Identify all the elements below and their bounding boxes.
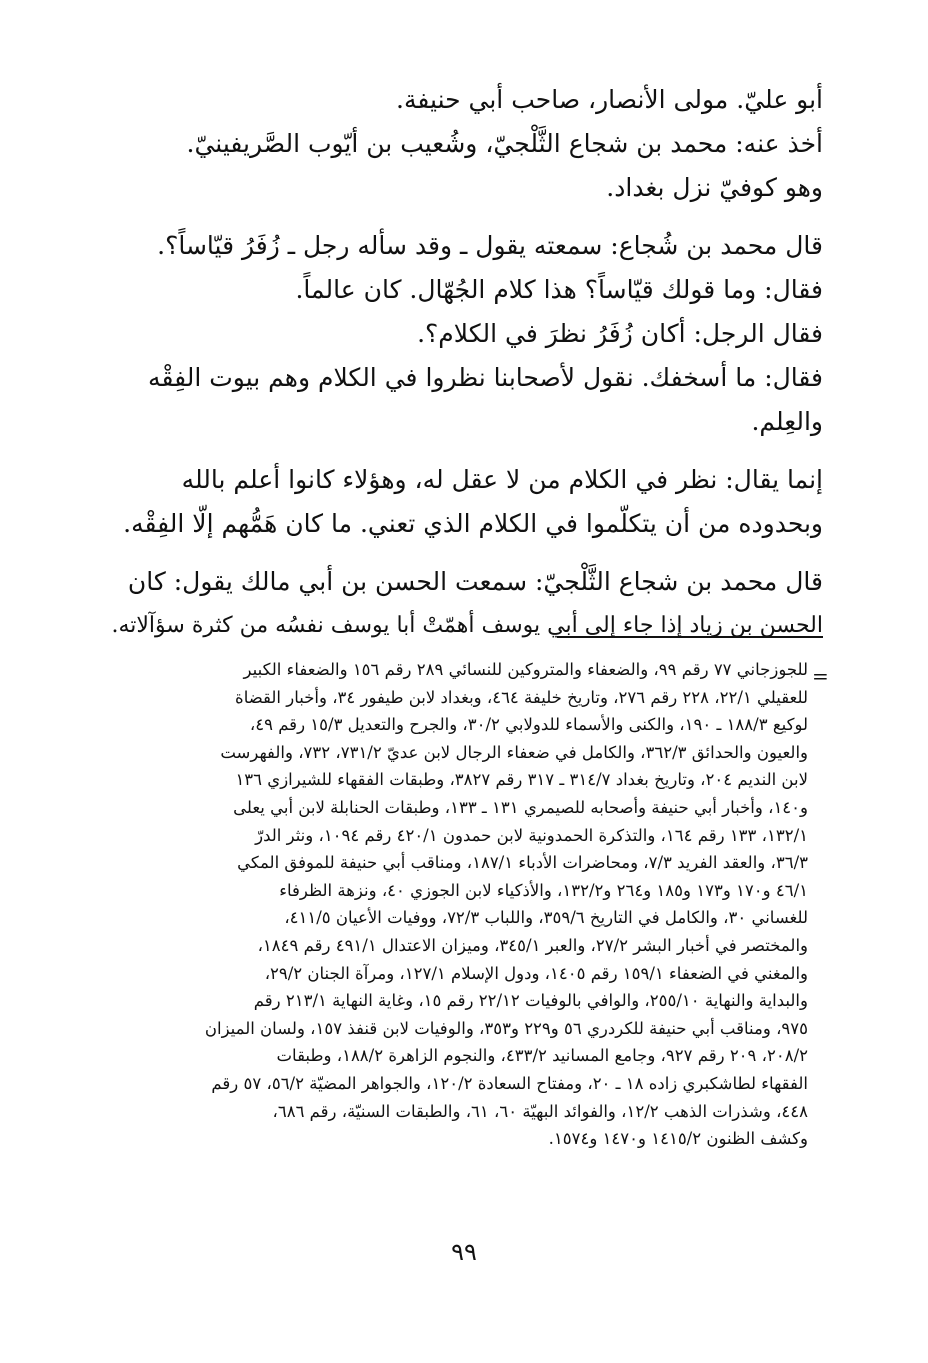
text-line: فقال: وما قولك قيّاساً؟ هذا كلام الجُهّال. كان عالماً. — [295, 275, 823, 304]
paragraph-dialogue — [103, 224, 823, 444]
footnote-line: ٢٠٨/٢، ٢٠٩ رقم ٩٢٧، وجامع المسانيد ٤٣٣/٢، والنجوم الزاهرة ١٨٨/٢، وطبقات — [276, 1046, 808, 1066]
footnote-line: والبداية والنهاية ٢٥٥/١٠، والوافي بالوفيات ٢٢/١٢ رقم ١٥، وغاية النهاية ٢١٣/١ رقم — [253, 991, 808, 1011]
text-line: وبحدوده من أن يتكلّموا في الكلام الذي تعني. ما كان هَمُّهم إلّا الفِقْه. — [123, 509, 823, 538]
footnote-line: لابن النديم ٢٠٤، وتاريخ بغداد ٣١٤/٧ ـ ٣١٧ رقم ٣٨٢٧، وطبقات الفقهاء للشيرازي ١٣٦ — [235, 770, 808, 790]
footnote-line: ٤٤٨، وشذرات الذهب ١٢/٢، والفوائد البهيّة ٦٠، ٦١، والطبقات السنيّة، رقم ٦٨٦، — [272, 1101, 808, 1121]
paragraph-hasan — [103, 560, 823, 648]
footnote-line: والمغني في الضعفاء ١٥٩/١ رقم ١٤٠٥، ودول الإسلام ١٢٧/١، ومرآة الجنان ٢٩/٢، — [264, 963, 808, 983]
text-line: فقال الرجل: أكان زُفَرُ نظرَ في الكلام؟. — [417, 319, 823, 348]
main-text — [103, 78, 823, 662]
text-line: قال محمد بن شُجاع: سمعته يقول ـ وقد سأله رجل ـ زُفَرُ قيّاساً؟. — [157, 231, 823, 260]
text-line: إنما يقال: نظر في الكلام من لا عقل له، وهؤلاء كانوا أعلم بالله — [181, 465, 823, 494]
footnote-line: و١٤٠، وأخبار أبي حنيفة وأصحابه للصيمري ١٣١ ـ ١٣٣، وطبقات الحنابلة لابن أبي يعلى — [233, 797, 808, 817]
footnote-divider — [557, 636, 823, 638]
footnote-line: ٩٧٥، ومناقب أبي حنيفة للكردري ٥٦ و٢٢٩ و٣٥٣، والوفيات لابن قنفذ ١٥٧، ولسان الميزان — [204, 1018, 808, 1038]
footnote-line: للعقيلي ٢٢/١، ٢٢٨ رقم ٢٧٦، وتاريخ خليفة ٤٦٤، وبغداد لابن طيفور ٣٤، وأخبار القضاة — [235, 687, 808, 707]
footnote-line: لوكيع ١٨٨/٣ ـ ١٩٠، والكنى والأسماء للدولابي ٣٠/٢، والجرح والتعديل ١٥/٣ رقم ٤٩، — [249, 715, 808, 735]
text-line: الحسن بن زياد إذا جاء إلى أبي يوسف أهمّتْ أبا يوسف نفسُه من كثرة سؤآلاته. — [111, 613, 823, 638]
text-line: أخذ عنه: محمد بن شجاع الثَّلْجيّ، وشُعيب بن أيّوب الصَّريفينيّ. — [186, 129, 823, 158]
footnote-block — [108, 656, 808, 1153]
footnote-line: للغساني ٣٠، والكامل في التاريخ ٣٥٩/٦، واللباب ٧٢/٣، ووفيات الأعيان ٤١١/٥، — [284, 908, 808, 928]
footnote-line: ١٣٢/١، ١٣٣ رقم ١٦٤، والتذكرة الحمدونية لابن حمدون ٤٢٠/١ رقم ١٠٩٤، ونثر الدرّ — [255, 825, 808, 845]
footnote-line: للجوزجاني ٧٧ رقم ٩٩، والضعفاء والمتروكين للنسائي ٢٨٩ رقم ١٥٦ والضعفاء الكبير — [243, 660, 808, 679]
footnote-line: ٤٦/١ و١٧٠ و١٧٣ و١٨٥ و٢٦٤ و١٣٢/٢، والأذكياء لابن الجوزي ٤٠، ونزهة الظرفاء — [279, 880, 808, 900]
footnote-continuation-marker: = — [812, 664, 829, 688]
text-line: فقال: ما أسخفك. نقول لأصحابنا نظروا في الكلام وهم بيوت الفِقْه — [148, 363, 823, 392]
footnote-line: وكشف الظنون ١٤١٥/٢ و١٤٧٠ و١٥٧٤. — [548, 1129, 808, 1149]
paragraph-kalam — [103, 458, 823, 546]
paragraph-biography — [103, 78, 823, 210]
page-number: ٩٩ — [451, 1238, 477, 1266]
text-line: قال محمد بن شجاع الثَّلْجيّ: سمعت الحسن بن أبي مالك يقول: كان — [127, 567, 823, 596]
text-line: وهو كوفيّ نزل بغداد. — [606, 173, 823, 202]
text-line: والعِلم. — [751, 407, 823, 436]
footnote-line: الفقهاء لطاشكبري زاده ١٨ ـ ٢٠، ومفتاح السعادة ١٢٠/٢، والجواهر المضيّة ٥٦/٢، ٥٧ رقم — [211, 1073, 808, 1093]
text-line: أبو عليّ. مولى الأنصار، صاحب أبي حنيفة. — [396, 85, 823, 114]
footnote-line: والعيون والحدائق ٣٦٢/٣، والكامل في ضعفاء الرجال لابن عديّ ٧٣١/٢، ٧٣٢، والفهرست — [220, 742, 808, 762]
footnote-line: والمختصر في أخبار البشر ٢٧/٢، والعبر ٣٤٥/١، وميزان الاعتدال ٤٩١/١ رقم ١٨٤٩، — [257, 935, 808, 955]
footnote-line: ٣٦/٣، والعقد الفريد ٧/٣، ومحاضرات الأدباء ١٨٧/١، ومناقب أبي حنيفة للموفق المكي — [237, 853, 808, 873]
